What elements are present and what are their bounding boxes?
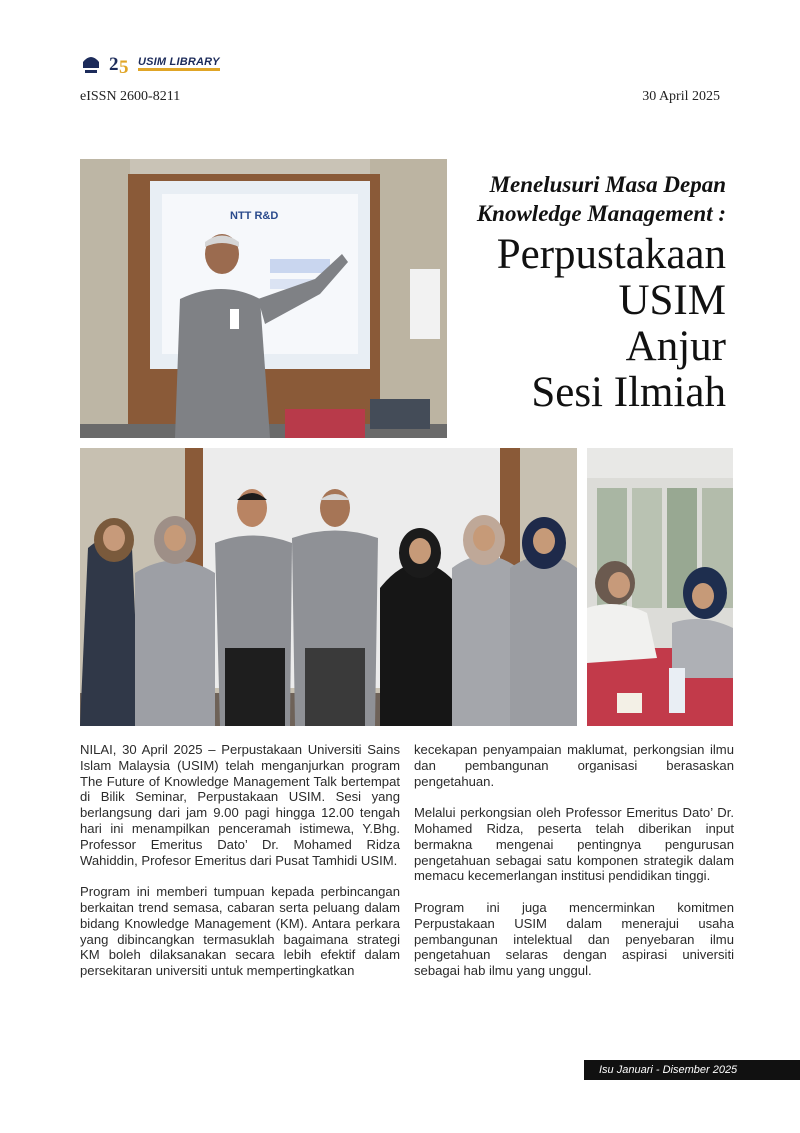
library-logo-text: USIM LIBRARY	[138, 56, 220, 71]
usim-crest-icon	[80, 50, 102, 76]
article-title	[396, 232, 726, 416]
publication-date: 30 April 2025	[642, 89, 720, 104]
article-body-column-2	[414, 742, 734, 995]
issue-label: Isu Januari - Disember 2025	[584, 1060, 800, 1080]
article-subtitle	[396, 170, 726, 228]
title-line: Anjur	[625, 323, 726, 370]
title-line: Sesi Ilmiah	[531, 369, 726, 416]
usim-library-logo	[80, 48, 230, 78]
speaker-photo	[80, 159, 447, 438]
svg-text:2: 2	[109, 54, 119, 75]
body-paragraph: kecekapan penyampaian maklumat, perkongsian ilmu dan pembangunan organisasi berasaskan pengetahuan.	[414, 742, 734, 789]
title-line: Perpustakaan	[496, 231, 726, 278]
eissn-label: eISSN 2600-8211	[80, 89, 181, 104]
svg-text:5: 5	[119, 57, 129, 77]
subtitle-line: Menelusuri Masa Depan	[489, 172, 726, 197]
article-body-column-1	[80, 742, 400, 995]
subtitle-line: Knowledge Management :	[476, 201, 726, 226]
slide-logo-text: NTT R&D	[230, 210, 279, 222]
body-paragraph: Program ini juga mencerminkan komitmen Perpustakaan USIM dalam menerajui usaha pembangunan intelektual dan penyebaran ilmu pengetahuan selaras dengan aspirasi universiti sebagai hab ilmu yang unggul.	[414, 899, 734, 979]
body-paragraph: Program ini memberi tumpuan kepada perbincangan berkaitan trend semasa, cabaran serta peluang dalam bidang Knowledge Management (KM). Antara perkara yang dibincangkan termasuklah bagaimana strategi KM boleh dilaksanakan secara lebih efektif dalam persekitaran universiti untuk mempertingkatkan	[80, 884, 400, 979]
body-paragraph: NILAI, 30 April 2025 – Perpustakaan Universiti Sains Islam Malaysia (USIM) telah menganjurkan program The Future of Knowledge Management Talk bertempat di Bilik Seminar, Perpustakaan USIM. Sesi yang berlangsung dari jam 9.00 pagi hingga 12.00 tengah hari ini menampilkan penceramah istimewa, Y.Bhg. Professor Emeritus Dato’ Dr. Mohamed Ridza Wahiddin, Profesor Emeritus dari Pusat Tamhidi USIM.	[80, 742, 400, 868]
anniversary-25-icon	[108, 49, 132, 77]
body-paragraph: Melalui perkongsian oleh Professor Emeritus Dato’ Dr. Mohamed Ridza, peserta telah diberikan input bermakna mengenai pentingnya pengurusan pengetahuan sebagai satu komponen strategik dalam memacu kecemerlangan institusi pendidikan tinggi.	[414, 805, 734, 884]
group-photo	[80, 448, 577, 726]
audience-photo	[587, 448, 733, 726]
title-line: USIM	[618, 277, 726, 324]
